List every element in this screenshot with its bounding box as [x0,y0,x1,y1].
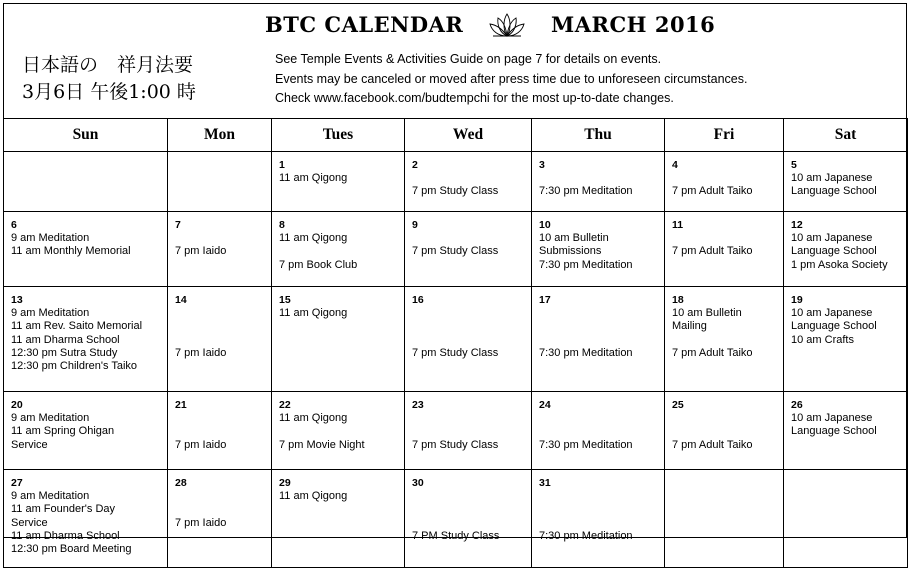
day-number: 16 [412,294,424,306]
day-cell [168,212,272,287]
day-number: 21 [175,399,187,411]
day-cell [168,470,272,568]
weekday-header: Fri [665,119,784,152]
event: Language School [791,185,877,197]
day-cell [405,287,532,392]
event: 7 PM Study Class [412,530,500,542]
event: Submissions [539,245,602,257]
event: 7 pm Adult Taiko [672,185,753,197]
day-number: 2 [412,159,418,171]
day-cell [272,212,405,287]
event: 7 pm Iaido [175,245,227,257]
header-notes [275,50,747,109]
day-cell [168,287,272,392]
day-number: 31 [539,477,551,489]
day-number: 24 [539,399,551,411]
day-cell [4,152,168,212]
day-cell [168,392,272,470]
day-cell [4,392,168,470]
day-number: 13 [11,294,23,306]
note-line: Check www.facebook.com/budtempchi for the most up-to-date changes. [275,91,674,105]
event: 10 am Japanese [791,172,873,184]
day-cell [532,392,665,470]
day-number: 19 [791,294,803,306]
event: 7 pm Study Class [412,185,499,197]
title-text: BTC CALENDAR [265,12,464,37]
note-line: See Temple Events & Activities Guide on page 7 for details on events. [275,52,662,66]
event: 1 pm Asoka Society [791,259,888,271]
day-cell [405,152,532,212]
event: 11 am Dharma School [11,334,120,346]
day-number: 6 [11,219,17,231]
calendar-grid [3,118,908,568]
day-cell [405,470,532,568]
event: 12:30 pm Children's Taiko [11,360,138,372]
lotus-icon [487,12,527,38]
day-cell [532,470,665,568]
day-cell [272,392,405,470]
day-number: 23 [412,399,424,411]
event: 9 am Meditation [11,412,90,424]
event: 11 am Rev. Saito Memorial [11,320,143,332]
event: 12:30 pm Board Meeting [11,543,132,555]
japanese-line-1: 日本語の 祥月法要 [22,54,194,76]
weekday-header: Thu [532,119,665,152]
japanese-line-2: 3月6日 午後1:00 時 [22,81,196,103]
event: 7 pm Iaido [175,347,227,359]
weekday-header: Wed [405,119,532,152]
title-month: MARCH 2016 [550,12,716,37]
event: 10 am Japanese [791,307,873,319]
day-number: 5 [791,159,797,171]
event: 7 pm Adult Taiko [672,439,753,451]
event: 11 am Qigong [279,172,348,184]
day-number: 10 [539,219,551,231]
event: 7 pm Adult Taiko [672,245,753,257]
day-cell [784,470,908,568]
day-number: 22 [279,399,291,411]
day-number: 17 [539,294,551,306]
event: 10 am Crafts [791,334,854,346]
day-number: 3 [539,159,545,171]
event: 7:30 pm Meditation [539,439,633,451]
event: 11 am Qigong [279,307,348,319]
day-number: 20 [11,399,23,411]
event: 11 am Qigong [279,490,348,502]
day-cell [4,287,168,392]
day-cell [405,212,532,287]
event: 11 am Qigong [279,412,348,424]
day-cell [665,470,784,568]
weekday-header-row [4,119,908,152]
event: 7:30 pm Meditation [539,185,633,197]
day-number: 9 [412,219,418,231]
calendar-title [265,12,715,38]
event: 7 pm Book Club [279,259,358,271]
day-number: 11 [672,219,684,231]
day-cell [665,287,784,392]
event: 10 am Japanese [791,412,873,424]
weekday-header: Sat [784,119,908,152]
day-number: 26 [791,399,803,411]
japanese-memorial-note [22,52,196,106]
week-row [4,152,908,212]
event: 7 pm Adult Taiko [672,347,753,359]
day-number: 28 [175,477,187,489]
event: 12:30 pm Sutra Study [11,347,118,359]
day-cell [665,392,784,470]
day-cell [784,152,908,212]
day-number: 29 [279,477,291,489]
day-cell [532,152,665,212]
day-number: 12 [791,219,803,231]
day-cell [665,152,784,212]
day-cell [784,287,908,392]
event: 7 pm Study Class [412,439,499,451]
day-number: 14 [175,294,187,306]
event: 7 pm Iaido [175,439,227,451]
week-row [4,212,908,287]
day-number: 25 [672,399,684,411]
event: 11 am Qigong [279,232,348,244]
weekday-header: Tues [272,119,405,152]
event: 11 am Founder's Day [11,503,116,515]
event: 9 am Meditation [11,307,90,319]
event: Service [11,439,48,451]
day-cell [405,392,532,470]
day-cell [272,287,405,392]
day-number: 27 [11,477,23,489]
day-number: 30 [412,477,424,489]
day-number: 8 [279,219,285,231]
day-number: 4 [672,159,678,171]
event: Service [11,517,48,529]
day-number: 15 [279,294,291,306]
day-cell [532,287,665,392]
day-cell [4,470,168,568]
event: Language School [791,245,877,257]
note-line: Events may be canceled or moved after press time due to unforeseen circumstances. [275,71,748,86]
week-row [4,287,908,392]
week-row [4,470,908,568]
event: Mailing [672,320,707,332]
weekday-header: Mon [168,119,272,152]
day-number: 1 [279,159,285,171]
day-number: 18 [672,294,684,306]
day-cell [272,152,405,212]
event: 10 am Bulletin [672,307,742,319]
event: 11 am Spring Ohigan [11,425,115,437]
event: Language School [791,425,877,437]
event: 7 pm Iaido [175,517,227,529]
day-cell [272,470,405,568]
event: 7:30 pm Meditation [539,259,633,271]
event: 10 am Japanese [791,232,873,244]
event: 9 am Meditation [11,232,90,244]
event: 11 am Monthly Memorial [11,245,131,257]
event: 7:30 pm Meditation [539,530,633,542]
day-number: 7 [175,219,181,231]
event: 11 am Dharma School [11,530,120,542]
event: 7 pm Study Class [412,347,499,359]
weekday-header: Sun [4,119,168,152]
day-cell [784,212,908,287]
event: 7:30 pm Meditation [539,347,633,359]
day-cell [784,392,908,470]
day-cell [532,212,665,287]
event: 7 pm Study Class [412,245,499,257]
event: 7 pm Movie Night [279,439,365,451]
event: 10 am Bulletin [539,232,609,244]
day-cell [665,212,784,287]
day-cell [4,212,168,287]
event: 9 am Meditation [11,490,90,502]
week-row [4,392,908,470]
day-cell [168,152,272,212]
event: Language School [791,320,877,332]
